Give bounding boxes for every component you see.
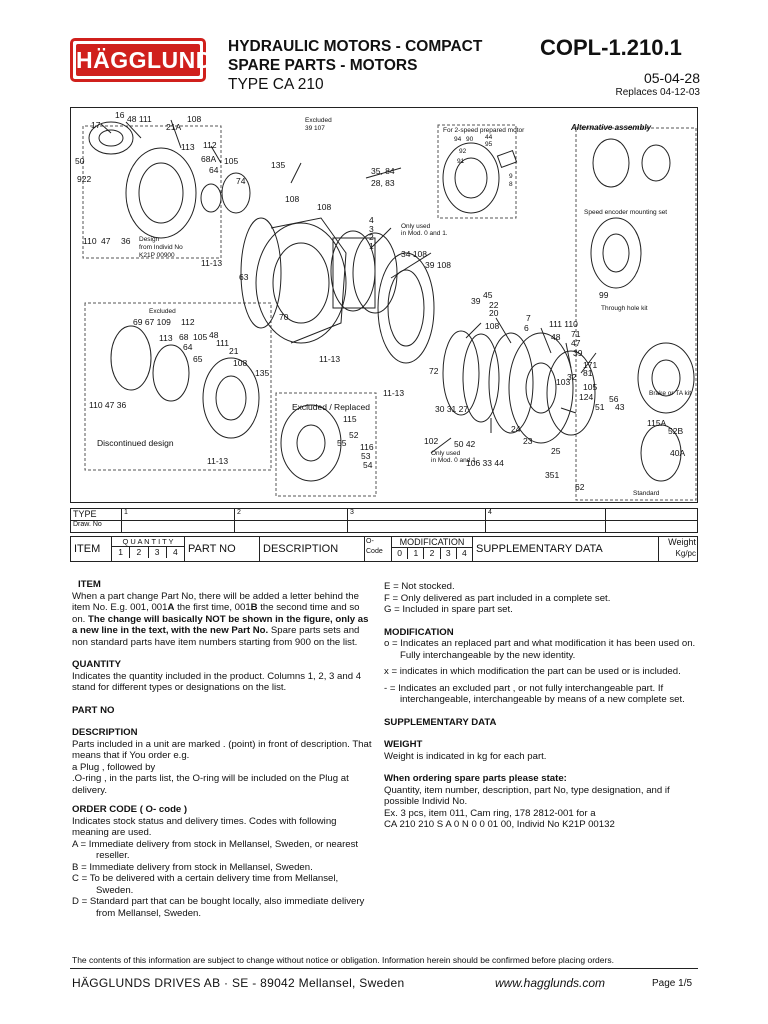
modification-x: x = indicates in which modification the part can be used or is included. bbox=[384, 666, 681, 677]
drawing-label: 105 bbox=[583, 382, 598, 392]
order-code-b: B = Immediate delivery from stock in Mellansel, Sweden. bbox=[72, 861, 313, 873]
modification-label: MODIFICATION bbox=[399, 537, 465, 547]
o-code-header bbox=[365, 537, 392, 562]
drawing-label: 108 bbox=[187, 114, 202, 124]
ordering-example-2: CA 210 210 S A 0 N 0 0 01 00, Individ No K21P 00132 bbox=[384, 819, 615, 830]
order-code-f: F = Only delivered as part included in a complete set. bbox=[384, 592, 611, 604]
drawing-label: 95 bbox=[485, 141, 493, 148]
type-col-1: 1 bbox=[122, 509, 235, 521]
drawing-label: 108 bbox=[233, 358, 248, 368]
drawing-label: 48 bbox=[551, 332, 561, 342]
drawing-label: 115A bbox=[647, 418, 667, 428]
draw-no-blank bbox=[606, 521, 698, 533]
drawing-label: 28, 83 bbox=[371, 178, 395, 188]
drawing-label: 115 bbox=[343, 414, 357, 424]
drawing-label: 56 bbox=[609, 394, 619, 404]
drawing-label: 72 bbox=[429, 366, 439, 376]
drawing-label: 102 bbox=[424, 436, 439, 446]
item-paragraph: When a part change Part No, there will be added a letter behind the item No. E.g. 001, 001A the first time, 001B the second time and so on. The change will basically NOT be shown in the figure, only as a new line in the text, with the new Part No. Spare parts sets and non standard parts have item numbers starting from 900 on the list. bbox=[72, 590, 369, 648]
type-col-3: 3 bbox=[348, 509, 486, 521]
order-code-c: C = To be delivered with a certain delivery time from Mellansel, Sweden. bbox=[72, 873, 339, 896]
drawing-label: 22 bbox=[489, 300, 499, 310]
weight-label-1: Weight bbox=[668, 537, 696, 547]
drawing-label: 11-13 bbox=[319, 354, 341, 364]
drawing-label: 116 bbox=[360, 442, 374, 452]
modification-dash: - = Indicates an excluded part , or not fully interchangeable part. If interchangeable, interchangeable by means of a new complete set. bbox=[384, 682, 685, 705]
drawing-label: Standard bbox=[633, 490, 660, 497]
description-example-1: a Plug , followed by bbox=[72, 761, 156, 773]
drawing-label: 36 bbox=[121, 236, 131, 246]
drawing-label: 112 bbox=[203, 140, 217, 150]
modification-columns bbox=[392, 547, 472, 559]
drawing-label: For 2-speed prepared motor bbox=[443, 127, 525, 134]
drawing-label: from Individ No bbox=[139, 244, 183, 251]
draw-no-4 bbox=[486, 521, 606, 533]
drawing-label: 39 107 bbox=[305, 125, 325, 132]
drawing-label: 39 108 bbox=[425, 260, 451, 270]
drawing-label: 39 bbox=[471, 296, 481, 306]
description-example-2: .O-ring , in the parts list, the O-ring will be included on the Plug at delivery. bbox=[72, 773, 349, 796]
drawing-label: 40A bbox=[670, 448, 686, 458]
drawing-label: 105 bbox=[224, 156, 239, 166]
modification-col: 0 bbox=[392, 548, 408, 559]
drawing-label: 113 bbox=[181, 142, 195, 152]
drawing-label: 108 bbox=[285, 194, 300, 204]
quantity-header bbox=[112, 537, 185, 562]
draw-no-2 bbox=[235, 521, 348, 533]
drawing-label: Through hole kit bbox=[601, 305, 648, 312]
drawing-label: 48 111 bbox=[127, 114, 152, 124]
drawing-label: 74 bbox=[236, 176, 246, 186]
drawing-label: 124 bbox=[579, 392, 594, 402]
drawing-label: 43 bbox=[615, 402, 625, 412]
quantity-col: 4 bbox=[173, 547, 178, 557]
drawing-label: in Mod. 0 and 1. bbox=[401, 230, 448, 237]
drawing-label: 16 bbox=[115, 110, 125, 120]
section-heading: WEIGHT bbox=[384, 739, 423, 750]
drawing-label: 70 bbox=[279, 312, 289, 322]
type-col-blank bbox=[606, 509, 698, 521]
drawing-label: Excluded bbox=[305, 117, 332, 124]
title-line-2: SPARE PARTS - MOTORS bbox=[228, 57, 418, 74]
order-code-paragraph: Indicates stock status and delivery times. Codes with following meaning are used. bbox=[72, 815, 337, 838]
drawing-label: 90 bbox=[466, 136, 474, 143]
drawing-label: 11-13 bbox=[383, 388, 405, 398]
drawing-label: 69 67 109 bbox=[133, 317, 171, 327]
website-link[interactable]: www.hagglunds.com bbox=[495, 976, 606, 990]
drawing-label: 111 bbox=[216, 338, 229, 348]
right-text-column bbox=[384, 581, 696, 831]
drawing-label: 1 bbox=[369, 241, 374, 251]
modification-header bbox=[392, 537, 473, 562]
company-address: HÄGGLUNDS DRIVES AB · SE - 89042 Mellansel, Sweden bbox=[72, 976, 405, 990]
drawing-label: 108 bbox=[317, 202, 332, 212]
quantity-columns bbox=[112, 546, 184, 558]
drawing-label: 92 bbox=[459, 148, 467, 155]
drawing-label: 68A bbox=[201, 154, 217, 164]
section-heading: MODIFICATION bbox=[384, 626, 454, 638]
ordering-paragraph: Quantity, item number, description, part No, type designation, and if possible Individ No. bbox=[384, 784, 670, 807]
drawing-label: 53 bbox=[361, 451, 371, 461]
description-label: DESCRIPTION bbox=[260, 537, 365, 562]
weight-header bbox=[659, 537, 698, 562]
type-col-2: 2 bbox=[235, 509, 348, 521]
modification-o: o = Indicates an replaced part and what modification it has been used on. Fully interchangeable by the new identity. bbox=[384, 638, 696, 661]
weight-paragraph: Weight is indicated in kg for each part. bbox=[384, 750, 547, 762]
weight-label-2: Kg/pc bbox=[675, 549, 696, 558]
drawing-label: 108 bbox=[485, 321, 500, 331]
drawing-label: 52B bbox=[668, 426, 684, 436]
section-heading: ORDER CODE ( O- code ) bbox=[72, 804, 188, 815]
drawing-label: 25 bbox=[551, 446, 561, 456]
drawing-label: 62 bbox=[575, 482, 585, 492]
drawing-label: 94 bbox=[454, 136, 462, 143]
logo-text: HÄGGLUNDS bbox=[76, 44, 200, 76]
drawing-label: 106 33 44 bbox=[466, 458, 504, 468]
drawing-label: 110 47 36 bbox=[89, 400, 127, 410]
drawing-label: 8 bbox=[509, 181, 513, 188]
drawing-label: 32 bbox=[567, 372, 577, 382]
drawing-label: 51 bbox=[595, 402, 605, 412]
drawing-label: 64 bbox=[209, 165, 219, 175]
drawing-label: 71 bbox=[571, 329, 581, 339]
quantity-label: Q U A N T I T Y bbox=[122, 537, 174, 546]
drawing-label: Brake or TA kit bbox=[649, 390, 692, 397]
o-code-label-1: O- bbox=[366, 538, 374, 545]
drawing-label: 65 bbox=[193, 354, 203, 364]
drawing-label: 47 bbox=[101, 236, 111, 246]
drawing-label: 47 bbox=[571, 338, 581, 348]
drawing-label: 351 bbox=[545, 470, 560, 480]
section-heading: When ordering spare parts please state: bbox=[384, 773, 567, 784]
drawing-label: 54 bbox=[363, 460, 373, 470]
drawing-label: 34 108 bbox=[401, 249, 427, 259]
drawing-label: 21A bbox=[166, 122, 182, 132]
supplementary-label: SUPPLEMENTARY DATA bbox=[473, 537, 659, 562]
drawing-label: Speed encoder mounting set bbox=[584, 209, 668, 216]
drawing-label: 11-13 bbox=[207, 456, 229, 466]
drawing-label: 24 bbox=[511, 424, 521, 434]
drawing-label: 21 bbox=[229, 346, 239, 356]
drawing-label: 50 bbox=[75, 156, 85, 166]
drawing-label: Only used bbox=[431, 450, 461, 457]
footer-divider bbox=[70, 968, 698, 969]
drawing-label: 20 bbox=[489, 308, 499, 318]
modification-col: 2 bbox=[424, 548, 440, 559]
item-label: ITEM bbox=[71, 537, 112, 562]
drawing-label: 6 bbox=[524, 323, 529, 333]
drawing-label: Excluded / Replaced bbox=[292, 402, 370, 412]
draw-no-label: Draw. No bbox=[71, 521, 122, 533]
o-code-label-2: Code bbox=[366, 548, 383, 555]
drawing-label: 105 bbox=[193, 332, 208, 342]
drawing-label: Alternative assembly bbox=[571, 123, 652, 132]
disclaimer-note: The contents of this information are subject to change without notice or obligation. Information herein should be confirmed before placing orders. bbox=[72, 955, 614, 965]
drawing-label: 9 bbox=[509, 173, 513, 180]
drawing-label: Design bbox=[139, 236, 160, 243]
drawing-label: 3 bbox=[369, 224, 374, 234]
section-heading: DESCRIPTION bbox=[72, 727, 138, 738]
draw-no-1 bbox=[122, 521, 235, 533]
drawing-label: 171 bbox=[583, 360, 598, 370]
exploded-view-drawing bbox=[70, 107, 698, 503]
drawing-label: 30 31 27 bbox=[435, 404, 469, 414]
type-label: TYPE bbox=[71, 509, 122, 521]
type-col-4: 4 bbox=[486, 509, 606, 521]
section-heading: SUPPLEMENTARY DATA bbox=[384, 716, 497, 728]
drawing-label: 4 bbox=[369, 215, 374, 225]
quantity-col: 3 bbox=[149, 547, 167, 558]
drawing-label: 81 bbox=[583, 368, 593, 378]
replaces-note: Replaces 04-12-03 bbox=[615, 87, 700, 98]
drawing-label: 63 bbox=[239, 272, 249, 282]
quantity-col: 2 bbox=[130, 547, 148, 558]
drawing-label: 52 bbox=[349, 430, 359, 440]
drawing-label: 45 bbox=[483, 290, 493, 300]
section-heading: PART NO bbox=[72, 704, 115, 716]
order-code-e: E = Not stocked. bbox=[384, 581, 455, 592]
drawing-label: Discontinued design bbox=[97, 438, 174, 448]
part-no-label: PART NO bbox=[185, 537, 260, 562]
drawing-label: Only used bbox=[401, 223, 431, 230]
order-code-a: A = Immediate delivery from stock in Mellansel, Sweden, or nearest reseller. bbox=[72, 838, 359, 861]
drawing-label: 113 bbox=[159, 333, 173, 343]
order-code-g: G = Included in spare part set. bbox=[384, 604, 513, 615]
page-number: Page 1/5 bbox=[652, 978, 693, 989]
drawing-label: 2 bbox=[369, 232, 374, 242]
drawing-label: in Mod. 0 and 1. bbox=[431, 457, 478, 464]
drawing-label: 55 bbox=[337, 438, 347, 448]
modification-col: 4 bbox=[462, 548, 467, 558]
document-number: COPL-1.210.1 bbox=[540, 35, 682, 60]
section-heading: QUANTITY bbox=[72, 659, 122, 670]
modification-col: 1 bbox=[408, 548, 424, 559]
title-line-3: TYPE CA 210 bbox=[228, 76, 324, 93]
drawing-label: 7 bbox=[526, 313, 531, 323]
title-line-1: HYDRAULIC MOTORS - COMPACT bbox=[228, 38, 483, 55]
drawing-label: 44 bbox=[485, 134, 493, 141]
draw-no-3 bbox=[348, 521, 486, 533]
drawing-label: 103 bbox=[556, 377, 571, 387]
document-date: 05-04-28 bbox=[643, 70, 700, 86]
drawing-label: 48 bbox=[209, 330, 219, 340]
drawing-label: K21P 00900 bbox=[139, 252, 175, 259]
drawing-label: 23 bbox=[523, 436, 533, 446]
drawing-label: 17 bbox=[91, 120, 101, 130]
drawing-label: 922 bbox=[77, 174, 92, 184]
drawing-label: Excluded bbox=[149, 308, 176, 315]
quantity-col: 1 bbox=[112, 547, 130, 558]
drawing-label: 35, 84 bbox=[371, 166, 395, 176]
ordering-example-1: Ex. 3 pcs, item 011, Cam ring, 178 2812-001 for a bbox=[384, 807, 596, 819]
drawing-label: 110 bbox=[83, 236, 97, 246]
drawing-label: 135 bbox=[271, 160, 286, 170]
drawing-label: 50 42 bbox=[454, 439, 476, 449]
quantity-paragraph: Indicates the quantity included in the product. Columns 1, 2, 3 and 4 stand for different types or designations on the list. bbox=[72, 670, 362, 693]
drawing-label: 11-13 bbox=[201, 258, 223, 268]
parts-list-header-table bbox=[70, 508, 698, 533]
modification-col: 3 bbox=[441, 548, 457, 559]
drawing-label: 39 bbox=[573, 348, 583, 358]
section-heading: ITEM bbox=[78, 579, 101, 590]
parts-list-column-headers bbox=[70, 536, 698, 562]
drawing-label: 68 bbox=[179, 332, 189, 342]
company-logo bbox=[70, 38, 229, 82]
drawing-label: 111 110 bbox=[549, 319, 578, 329]
drawing-label: 91 bbox=[457, 158, 465, 165]
drawing-label: 99 bbox=[599, 290, 609, 300]
drawing-label: 64 bbox=[183, 342, 193, 352]
drawing-label: 135 bbox=[255, 368, 270, 378]
drawing-label: 112 bbox=[181, 317, 195, 327]
left-text-column bbox=[72, 579, 372, 919]
order-code-d: D = Standard part that can be bought locally, also immediate delivery from Mellansel, Sweden. bbox=[72, 896, 365, 919]
description-paragraph: Parts included in a unit are marked . (point) in front of description. That means that if You order e.g. bbox=[72, 738, 372, 761]
